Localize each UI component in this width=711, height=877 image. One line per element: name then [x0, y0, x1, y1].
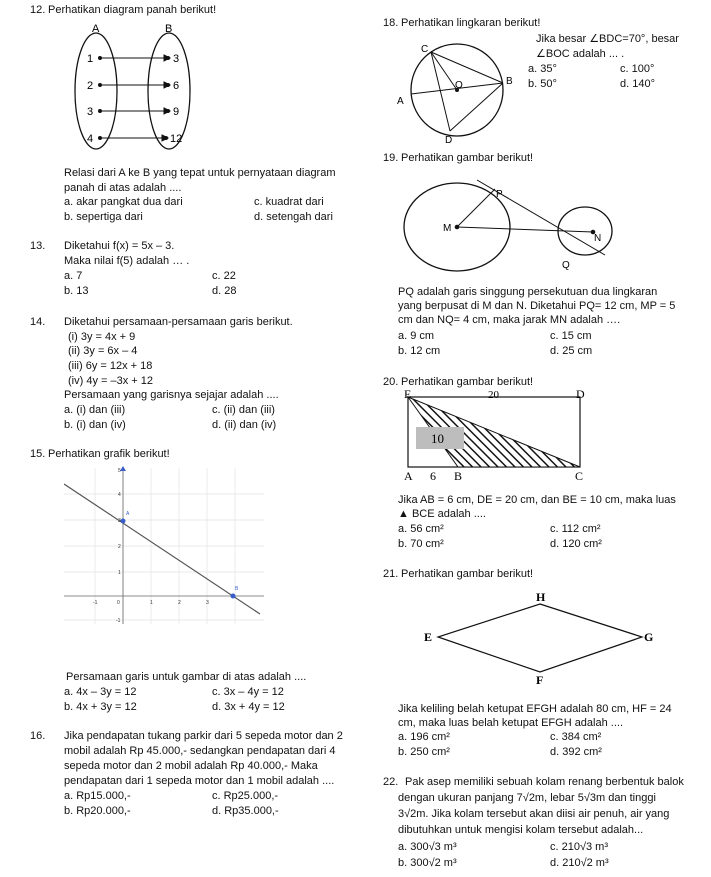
label-c: C — [421, 44, 429, 55]
q21-title: Perhatikan gambar berikut! — [401, 568, 534, 580]
q15-option-b[interactable]: b. 4x + 3y = 12 — [64, 701, 137, 713]
q21-option-a[interactable]: a. 196 cm² — [398, 731, 450, 743]
q20-title: Perhatikan gambar berikut! — [401, 376, 534, 388]
q18-line2: ∠BOC adalah ... . — [536, 48, 625, 60]
svg-text:2: 2 — [118, 544, 121, 550]
q20-option-d[interactable]: d. 120 cm² — [550, 538, 602, 550]
point-a — [121, 519, 126, 524]
q21-option-c[interactable]: c. 384 cm² — [550, 731, 602, 743]
svg-text:3: 3 — [206, 600, 209, 606]
set-a-label: A — [92, 23, 100, 35]
svg-text:1: 1 — [150, 600, 153, 606]
q15-graph — [64, 464, 264, 624]
q12-number: 12. — [30, 4, 46, 16]
q13-option-a[interactable]: a. 7 — [64, 270, 83, 282]
q20-option-c[interactable]: c. 112 cm² — [550, 523, 601, 535]
q16-option-d[interactable]: d. Rp35.000,- — [212, 805, 279, 817]
label-n: N — [594, 233, 602, 244]
set-b-item: 12 — [170, 133, 183, 145]
q13-number: 13. — [30, 240, 46, 252]
label-d: D — [445, 135, 453, 146]
q20-line1: Jika AB = 6 cm, DE = 20 cm, dan BE = 10 cm, maka luas — [398, 494, 676, 506]
q16-line4: pendapatan dari 1 sepeda motor dan 1 mobil adalah .... — [64, 775, 335, 787]
q21-rhombus-figure — [420, 588, 665, 688]
q14-option-b[interactable]: b. (i) dan (iv) — [64, 419, 126, 431]
label-m: M — [443, 223, 452, 234]
q12-option-a[interactable]: a. akar pangkat dua dari — [64, 196, 183, 208]
q14-eq-3: (iii) 6y = 12x + 18 — [68, 360, 153, 372]
q18-option-b[interactable]: b. 50° — [528, 78, 557, 90]
q21-number: 21. — [383, 568, 399, 580]
q16-line1: Jika pendapatan tukang parkir dari 5 sepeda motor dan 2 — [64, 730, 343, 742]
label-10: 10 — [431, 431, 444, 446]
label-6: 6 — [430, 469, 436, 483]
q13-option-d[interactable]: d. 28 — [212, 285, 237, 297]
svg-text:5: 5 — [118, 468, 121, 474]
label-p: P — [496, 189, 503, 200]
q19-option-a[interactable]: a. 9 cm — [398, 330, 435, 342]
q16-line3: sepeda motor dan 2 mobil adalah Rp 40.000,- Maka — [64, 760, 318, 772]
q13-line2: Maka nilai f(5) adalah … . — [64, 255, 190, 267]
label-e: E — [404, 387, 412, 401]
q19-line3: cm dan NQ= 4 cm, maka jarak MN adalah …. — [398, 314, 621, 326]
q21-option-b[interactable]: b. 250 cm² — [398, 746, 450, 758]
q22-line3: 3√2m. Jika kolam tersebut akan diisi air penuh, air yang — [398, 808, 670, 820]
q21-line2: cm, maka luas belah ketupat EFGH adalah .... — [398, 717, 624, 729]
q18-line1: Jika besar ∠BDC=70°, besar — [536, 33, 679, 45]
arrow-diagram — [70, 20, 200, 155]
q15-number: 15. — [30, 448, 46, 460]
q16-number: 16. — [30, 730, 46, 742]
q22-option-b[interactable]: b. 300√2 m³ — [398, 857, 457, 869]
q18-option-c[interactable]: c. 100° — [620, 63, 655, 75]
q14-number: 14. — [30, 316, 46, 328]
svg-text:-1: -1 — [93, 600, 98, 606]
q18-circle-figure — [395, 38, 520, 148]
q20-option-b[interactable]: b. 70 cm² — [398, 538, 444, 550]
q22-option-a[interactable]: a. 300√3 m³ — [398, 841, 457, 853]
q15-option-d[interactable]: d. 3x + 4y = 12 — [212, 701, 285, 713]
q14-eq-2: (ii) 3y = 6x – 4 — [68, 345, 138, 357]
q16-option-b[interactable]: b. Rp20.000,- — [64, 805, 131, 817]
set-b-item: 6 — [173, 80, 180, 92]
q12-option-c[interactable]: c. kuadrat dari — [254, 196, 324, 208]
q19-line2: yang berpusat di M dan N. Diketahui PQ= 12 cm, MP = 5 — [398, 300, 676, 312]
q15-option-a[interactable]: a. 4x – 3y = 12 — [64, 686, 137, 698]
label-f: F — [536, 673, 544, 687]
point-a-label: A — [126, 511, 130, 517]
q22-number: 22. — [383, 776, 399, 788]
q19-number: 19. — [383, 152, 399, 164]
q13-option-b[interactable]: b. 13 — [64, 285, 89, 297]
q19-option-b[interactable]: b. 12 cm — [398, 345, 441, 357]
label-20: 20 — [488, 389, 499, 401]
set-a-item: 4 — [87, 133, 94, 145]
q13-option-c[interactable]: c. 22 — [212, 270, 236, 282]
q12-option-b[interactable]: b. sepertiga dari — [64, 211, 143, 223]
q15-question: Persamaan garis untuk gambar di atas adalah .... — [66, 671, 307, 683]
q20-option-a[interactable]: a. 56 cm² — [398, 523, 444, 535]
set-a-ellipse — [75, 33, 117, 149]
q14-question: Persamaan yang garisnya sejajar adalah .... — [64, 389, 279, 401]
q19-line1: PQ adalah garis singgung persekutuan dua lingkaran — [398, 286, 658, 298]
q12-title: Perhatikan diagram panah berikut! — [48, 4, 217, 16]
q15-title: Perhatikan grafik berikut! — [48, 448, 170, 460]
q22-line1: Pak asep memiliki sebuah kolam renang berbentuk balok — [405, 776, 684, 788]
label-b: B — [454, 469, 463, 483]
q18-title: Perhatikan lingkaran berikut! — [401, 17, 541, 29]
q22-option-d[interactable]: d. 210√2 m³ — [550, 857, 609, 869]
q22-line2: dengan ukuran panjang 7√2m, lebar 5√3m dan tinggi — [398, 792, 656, 804]
q14-title: Diketahui persamaan-persamaan garis berikut. — [64, 316, 293, 328]
q14-option-a[interactable]: a. (i) dan (iii) — [64, 404, 126, 416]
q19-option-c[interactable]: c. 15 cm — [550, 330, 592, 342]
q14-eq-1: (i) 3y = 4x + 9 — [68, 331, 136, 343]
set-b-ellipse — [148, 33, 190, 149]
svg-text:2: 2 — [178, 600, 181, 606]
q12-question-line1: Relasi dari A ke B yang tepat untuk pernyataan diagram — [64, 167, 336, 179]
q14-eq-4: (iv) 4y = –3x + 12 — [68, 375, 153, 387]
q18-number: 18. — [383, 17, 399, 29]
q19-option-d[interactable]: d. 25 cm — [550, 345, 593, 357]
label-h: H — [536, 590, 546, 604]
set-a-item: 1 — [87, 53, 94, 65]
label-q: Q — [562, 260, 570, 271]
set-b-item: 9 — [173, 106, 180, 118]
label-b: B — [506, 76, 513, 87]
point-b-label: B — [235, 586, 239, 592]
svg-text:4: 4 — [118, 492, 121, 498]
label-e: E — [424, 630, 433, 644]
set-b-label: B — [165, 23, 173, 35]
q14-option-c[interactable]: c. (ii) dan (iii) — [212, 404, 275, 416]
q16-option-c[interactable]: c. Rp25.000,- — [212, 790, 279, 802]
q22-option-c[interactable]: c. 210√3 m³ — [550, 841, 609, 853]
q18-option-a[interactable]: a. 35° — [528, 63, 557, 75]
label-d: D — [576, 387, 585, 401]
svg-text:0: 0 — [117, 600, 120, 606]
q19-title: Perhatikan gambar berikut! — [401, 152, 534, 164]
q21-line1: Jika keliling belah ketupat EFGH adalah 80 cm, HF = 24 — [398, 703, 672, 715]
q20-rect-figure — [398, 385, 593, 485]
q19-tangent-figure — [395, 175, 630, 275]
label-g: G — [644, 630, 654, 644]
q20-line2: ▲ BCE adalah .... — [398, 508, 486, 520]
set-a-item: 2 — [87, 80, 94, 92]
q21-option-d[interactable]: d. 392 cm² — [550, 746, 602, 758]
q12-question-line2: panah di atas adalah .... — [64, 182, 182, 194]
svg-text:1: 1 — [118, 570, 121, 576]
set-a-item: 3 — [87, 106, 94, 118]
q16-option-a[interactable]: a. Rp15.000,- — [64, 790, 131, 802]
svg-text:3: 3 — [118, 518, 121, 524]
q16-line2: mobil adalah Rp 45.000,- sedangkan pendapatan dari 4 — [64, 745, 336, 757]
q14-option-d[interactable]: d. (ii) dan (iv) — [212, 419, 277, 431]
label-c: C — [575, 469, 584, 483]
set-b-item: 3 — [173, 53, 180, 65]
q13-line1: Diketahui f(x) = 5x – 3. — [64, 240, 175, 252]
q18-option-d[interactable]: d. 140° — [620, 78, 655, 90]
q22-line4: dibutuhkan untuk mengisi kolam tersebut adalah... — [398, 824, 644, 836]
q12-option-d[interactable]: d. setengah dari — [254, 211, 333, 223]
q15-option-c[interactable]: c. 3x – 4y = 12 — [212, 686, 284, 698]
svg-text:-1: -1 — [116, 618, 121, 624]
q20-number: 20. — [383, 376, 399, 388]
label-a: A — [397, 96, 404, 107]
rhombus-efgh — [438, 604, 642, 672]
label-o: O — [455, 80, 463, 91]
label-a: A — [404, 469, 413, 483]
point-b — [231, 594, 236, 599]
